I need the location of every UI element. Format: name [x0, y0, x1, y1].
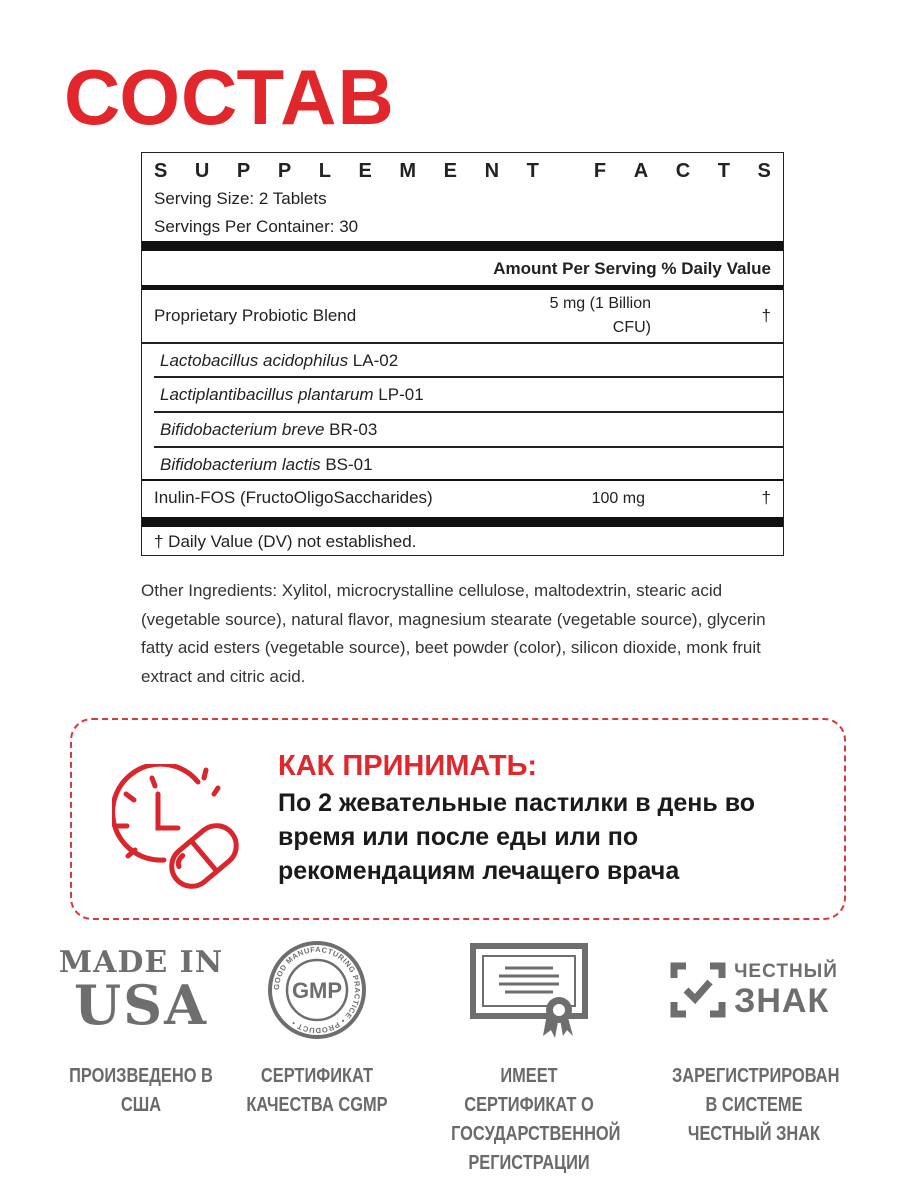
badge-chestny-znak — [654, 940, 854, 1150]
clock-pill-icon — [112, 764, 244, 894]
serving-size: Serving Size: 2 Tablets — [154, 189, 327, 208]
badge-gmp — [222, 940, 412, 1150]
supplement-facts-table — [141, 152, 784, 556]
facts-row: Proprietary Probiotic Blend 5 mg (1 Billion CFU) † — [154, 295, 771, 336]
certificate-icon — [469, 942, 589, 1038]
facts-row: Inulin-FOS (FructoOligoSaccharides) 100 mg † — [154, 488, 771, 507]
badge-certificate — [434, 940, 624, 1174]
page-title: СОСТАВ — [64, 53, 395, 141]
facts-row: Bifidobacterium breve BR-03 — [160, 420, 378, 439]
svg-text:GMP: GMP — [291, 978, 343, 1003]
made-in-usa-logo: MADE IN USA — [58, 945, 224, 1037]
svg-text:GOOD MANUFACTURING PRACTICE •: GOOD MANUFACTURING PRACTICE • PRODUCT • — [271, 944, 363, 1036]
certificate-logo — [434, 940, 624, 1040]
thick-divider — [142, 241, 783, 251]
footnote: † Daily Value (DV) not established. — [154, 532, 417, 551]
facts-row: Lactiplantibacillus plantarum LP-01 — [160, 385, 424, 404]
how-to-take-box — [70, 718, 846, 920]
amount-header: Amount Per Serving % Daily Value — [493, 259, 771, 278]
facts-row: Bifidobacterium lactis BS-01 — [160, 455, 373, 474]
gmp-seal-icon — [267, 940, 367, 1040]
badge-caption: СЕРТИФИКАТ КАЧЕСТВА CGMP — [246, 1065, 388, 1116]
badge-made-in-usa — [46, 940, 236, 1150]
thick-divider — [142, 517, 783, 527]
gmp-logo — [222, 940, 412, 1040]
facts-row: Lactobacillus acidophilus LA-02 — [160, 351, 399, 370]
other-ingredients: Other Ingredients: Xylitol, microcrystalline cellulose, maltodextrin, stearic acid (vegetable source), natural flavor, magnesium stearate (vegetable source), glycerin fatty acid esters (vegetable source), beet powder (color), silicon dioxide, monk fruit extract and citric acid. — [141, 581, 766, 686]
badge-caption: ПРОИЗВЕДЕНО В США — [69, 1065, 213, 1116]
chestny-znak-logo: ЧЕСТНЫЙ ЗНАК — [654, 940, 854, 1040]
servings-per-container: Servings Per Container: 30 — [154, 217, 359, 236]
how-to-take-text: По 2 жевательные пастилки в день во время или после еды или по рекомендациям лечащего врача — [278, 789, 756, 885]
how-to-take-title: КАК ПРИНИМАТЬ: — [278, 750, 538, 782]
badge-caption: ЗАРЕГИСТРИРОВАН В СИСТЕМЕ ЧЕСТНЫЙ ЗНАК — [672, 1065, 840, 1145]
check-square-icon — [670, 962, 726, 1018]
badge-caption: ИМЕЕТ СЕРТИФИКАТ О ГОСУДАРСТВЕННОЙ РЕГИСТРАЦИИ — [451, 1065, 621, 1174]
facts-title: S U P P L E M E N T F A C T S — [154, 160, 771, 182]
